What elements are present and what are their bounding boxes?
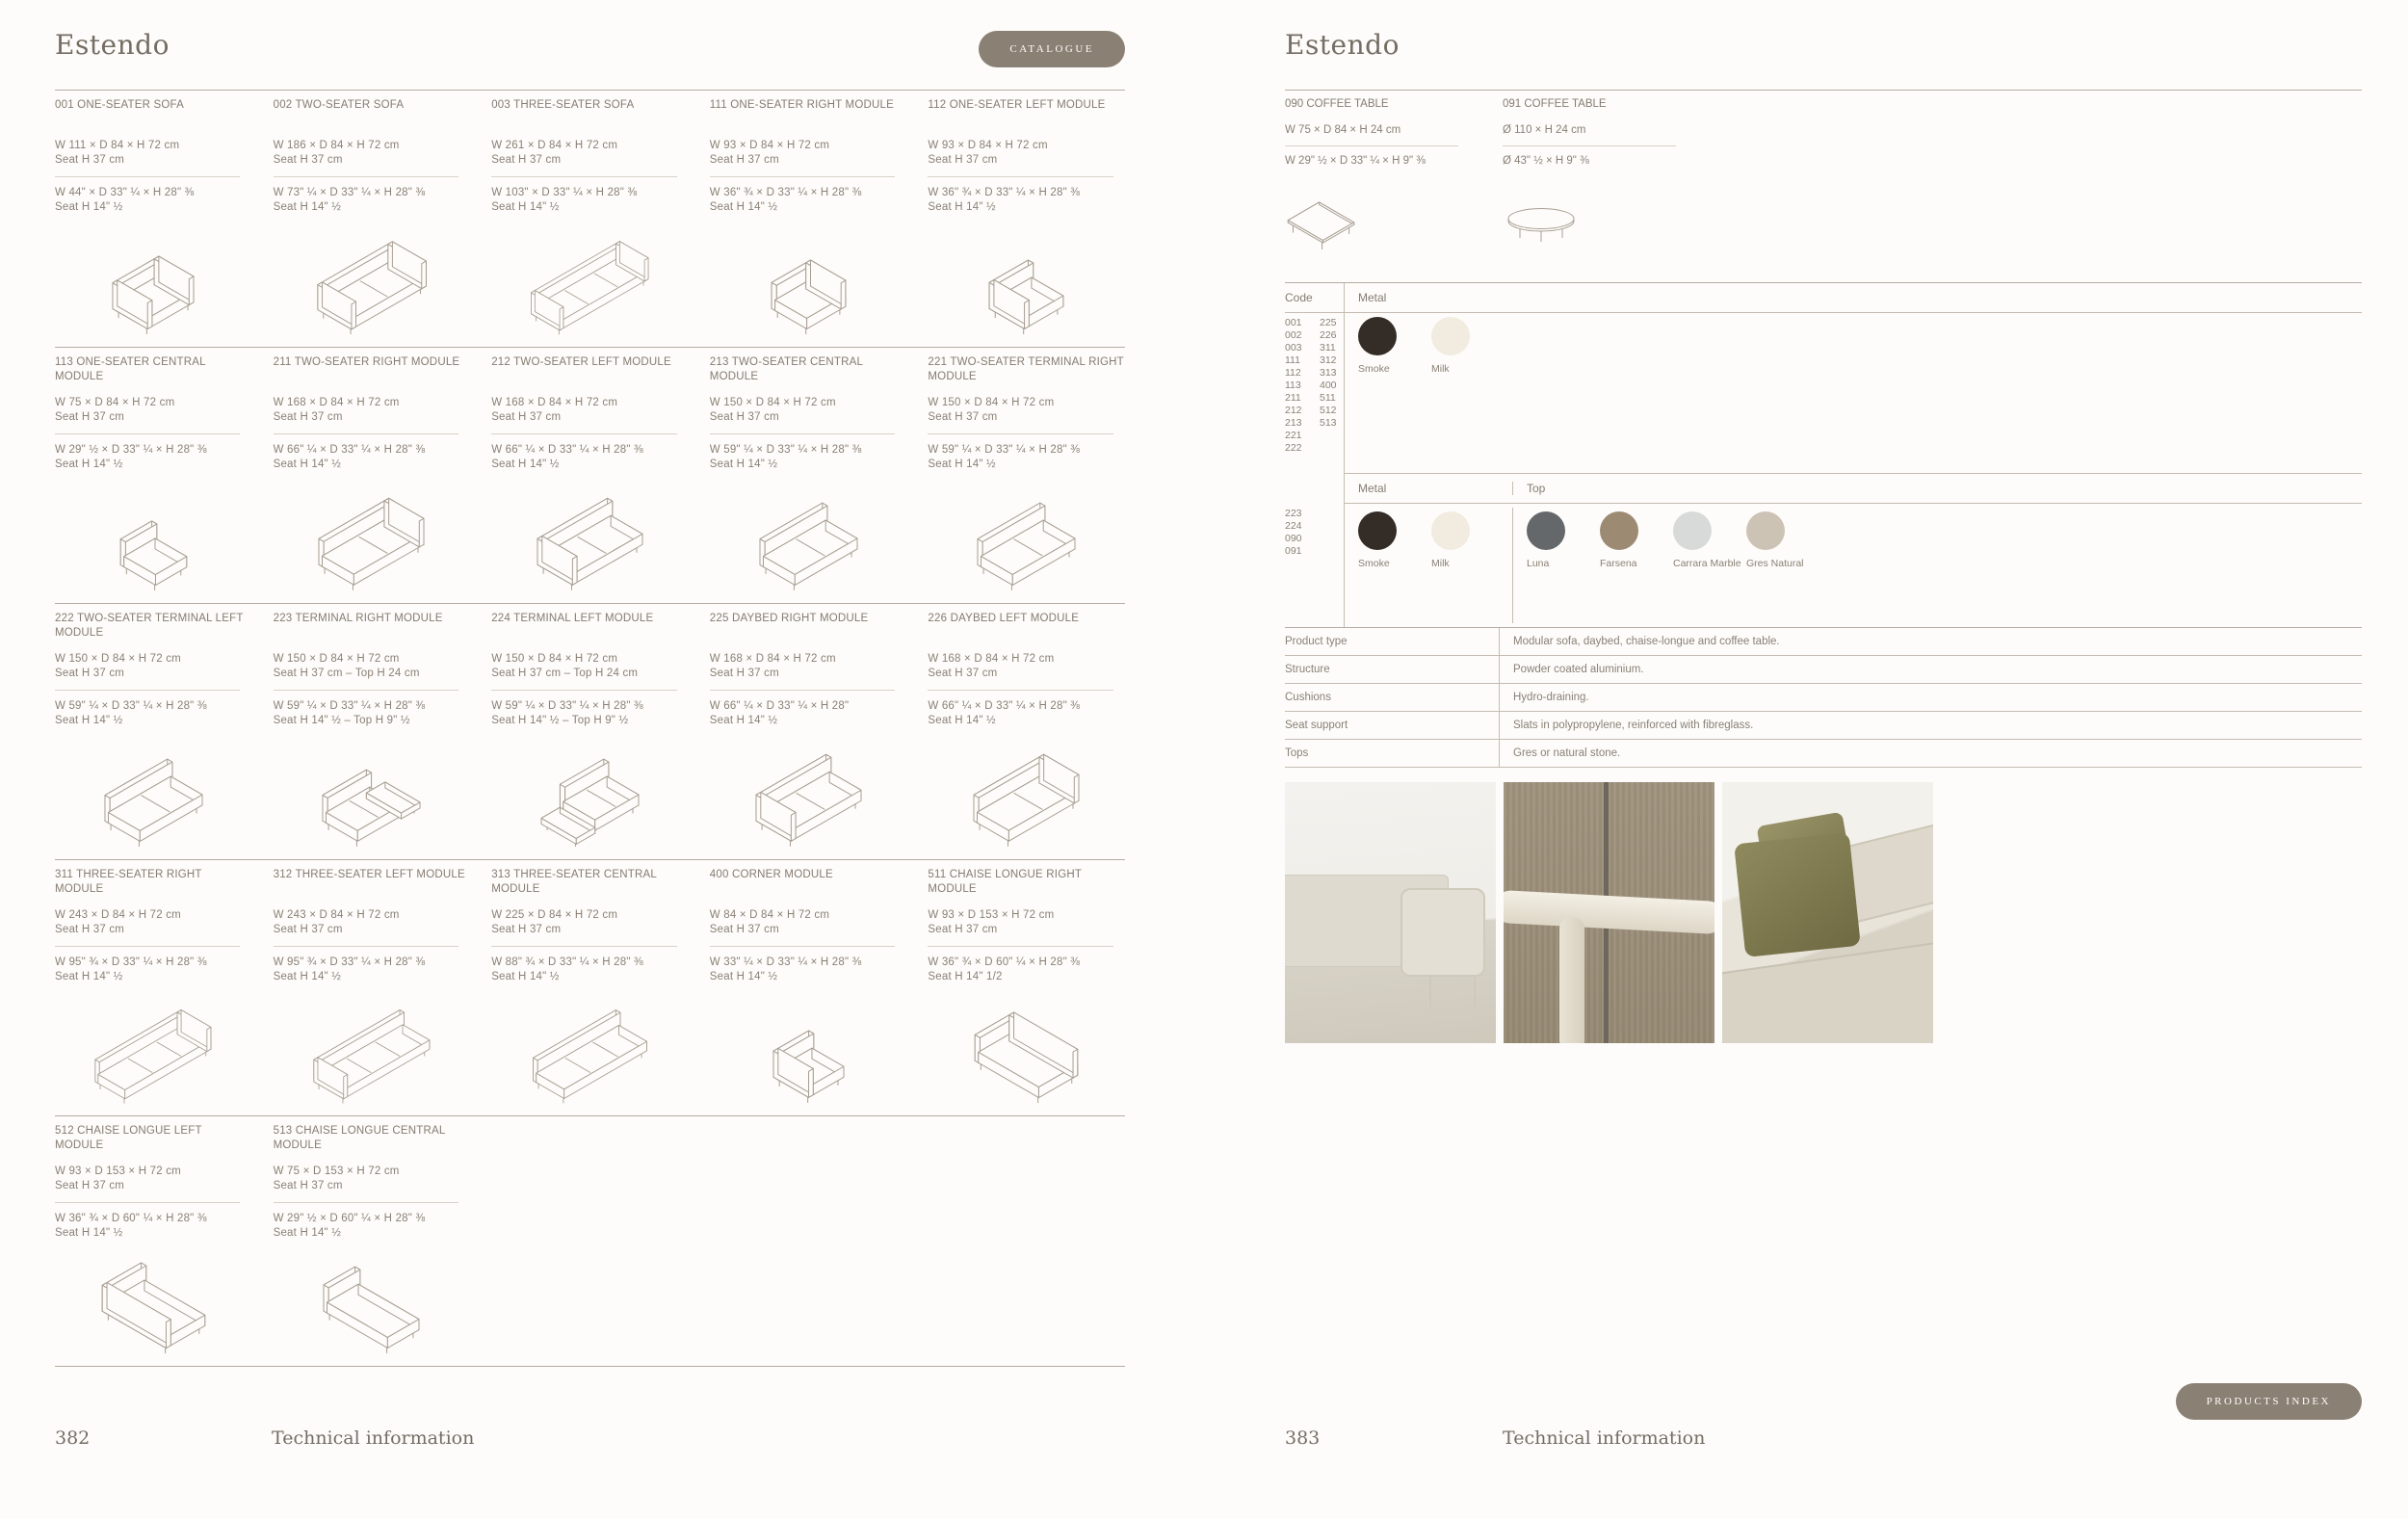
dims-divider bbox=[274, 690, 458, 691]
module-drawing bbox=[491, 984, 689, 1115]
code: 111 bbox=[1285, 354, 1300, 366]
code-header: Code bbox=[1285, 283, 1345, 312]
swatch-color-dot bbox=[1673, 511, 1712, 550]
module-dims-inches: W 33" ¼ × D 33" ¼ × H 28" ⅜ Seat H 14" ½ bbox=[709, 956, 862, 982]
dims-divider bbox=[55, 433, 240, 434]
module-drawing bbox=[55, 215, 252, 347]
code-row bbox=[1285, 367, 1342, 380]
module-dims-inches: W 29" ½ × D 60" ¼ × H 28" ⅜ Seat H 14" ½ bbox=[273, 1213, 426, 1239]
module-drawing bbox=[274, 984, 471, 1115]
photo-cushion-detail bbox=[1722, 782, 1933, 1043]
spec-row bbox=[1285, 712, 2362, 740]
module-dims-cm: W 93 × D 84 × H 72 cm Seat H 37 cm bbox=[928, 140, 1048, 166]
module-dims-inches: W 66" ¼ × D 33" ¼ × H 28" ⅜ Seat H 14" ½ bbox=[928, 700, 1081, 726]
module-title: 212 TWO-SEATER LEFT MODULE bbox=[491, 356, 671, 368]
swatch-milk bbox=[1431, 511, 1505, 623]
table-round-sketch bbox=[1503, 204, 1580, 247]
module-drawing bbox=[928, 472, 1125, 603]
module-dims-inches: W 59" ¼ × D 33" ¼ × H 28" ⅜ Seat H 14" ½ – Top H 9" ½ bbox=[273, 700, 426, 726]
spec-label: Cushions bbox=[1285, 692, 1331, 703]
dims-divider bbox=[1285, 145, 1458, 146]
module-dims-cm: W 168 × D 84 × H 72 cm Seat H 37 cm bbox=[491, 397, 618, 423]
module-title: 002 TWO-SEATER SOFA bbox=[273, 99, 405, 111]
module-sketch bbox=[110, 253, 196, 337]
dims-divider bbox=[491, 946, 676, 947]
dims-divider bbox=[710, 690, 895, 691]
code-row bbox=[1285, 317, 1342, 329]
module-title: 001 ONE-SEATER SOFA bbox=[55, 99, 184, 111]
code-row bbox=[1285, 392, 1342, 405]
module-cell-002 bbox=[274, 98, 471, 347]
code: 003 bbox=[1285, 342, 1302, 354]
dims-divider bbox=[710, 946, 895, 947]
coffee-dims-inches: Ø 43" ½ × H 9" ⅜ bbox=[1503, 155, 1589, 167]
module-drawing bbox=[928, 215, 1125, 347]
module-dims-cm: W 150 × D 84 × H 72 cm Seat H 37 cm – Top H 24 cm bbox=[273, 653, 420, 679]
spec-row bbox=[1285, 740, 2362, 768]
page-title: Estendo bbox=[55, 29, 170, 61]
module-dims-inches: W 36" ¾ × D 33" ¼ × H 28" ⅜ Seat H 14" ½ bbox=[709, 187, 862, 213]
module-sketch bbox=[538, 756, 641, 850]
module-drawing bbox=[55, 728, 252, 859]
code: 223 bbox=[1285, 508, 1302, 519]
swatch-color-dot bbox=[1600, 511, 1638, 550]
code-row bbox=[1285, 520, 1342, 533]
dims-divider bbox=[928, 433, 1112, 434]
code: 113 bbox=[1285, 380, 1301, 391]
module-title: 400 CORNER MODULE bbox=[709, 869, 833, 880]
module-cell-001 bbox=[55, 98, 252, 347]
metal-header: Metal bbox=[1358, 291, 1387, 304]
spec-value: Modular sofa, daybed, chaise-longue and coffee table. bbox=[1499, 628, 2362, 655]
module-dims-cm: W 243 × D 84 × H 72 cm Seat H 37 cm bbox=[55, 909, 181, 935]
code: 213 bbox=[1285, 417, 1302, 429]
spec-value: Hydro-draining. bbox=[1499, 684, 2362, 711]
metal-header-2: Metal bbox=[1358, 482, 1387, 495]
dims-divider bbox=[274, 176, 458, 177]
module-sketch bbox=[972, 1009, 1081, 1106]
spec-row bbox=[1285, 684, 2362, 712]
module-dims-cm: W 93 × D 84 × H 72 cm Seat H 37 cm bbox=[709, 140, 830, 166]
top-swatches-tables bbox=[1512, 508, 2362, 623]
module-drawing bbox=[55, 1241, 252, 1366]
swatch-label: Farsena bbox=[1600, 558, 1637, 569]
module-dims-inches: W 66" ¼ × D 33" ¼ × H 28" ⅜ Seat H 14" ½ bbox=[273, 444, 426, 470]
module-sketch bbox=[1285, 199, 1357, 252]
products-index-button[interactable]: PRODUCTS INDEX bbox=[2176, 1383, 2362, 1420]
spec-label: Product type bbox=[1285, 636, 1348, 647]
dims-divider bbox=[55, 946, 240, 947]
module-sketch bbox=[986, 257, 1066, 337]
module-title: 221 TWO-SEATER TERMINAL RIGHT MODULE bbox=[928, 356, 1124, 382]
swatch-smoke bbox=[1358, 317, 1431, 469]
code-list-tables bbox=[1285, 504, 1345, 627]
dims-divider bbox=[1503, 145, 1676, 146]
dims-divider bbox=[928, 690, 1112, 691]
dims-divider bbox=[55, 690, 240, 691]
module-row bbox=[55, 603, 1125, 859]
code-row bbox=[1285, 329, 1342, 342]
spec-row bbox=[1285, 656, 2362, 684]
module-drawing bbox=[710, 728, 907, 859]
code-row bbox=[1285, 354, 1342, 367]
module-sketch bbox=[311, 1008, 432, 1106]
code-row bbox=[1285, 380, 1342, 392]
module-cell-226 bbox=[928, 612, 1125, 859]
module-drawing bbox=[274, 1241, 471, 1366]
module-cell-512 bbox=[55, 1124, 252, 1366]
code: 313 bbox=[1320, 367, 1337, 379]
catalogue-button[interactable]: CATALOGUE bbox=[979, 31, 1125, 67]
code: 002 bbox=[1285, 329, 1302, 341]
page-number: 382 bbox=[55, 1427, 91, 1449]
swatch-label: Milk bbox=[1431, 558, 1450, 569]
module-cell-224 bbox=[491, 612, 689, 859]
module-title: 111 ONE-SEATER RIGHT MODULE bbox=[709, 99, 894, 111]
module-drawing bbox=[710, 215, 907, 347]
coffee-drawing bbox=[1503, 169, 1720, 282]
module-sketch bbox=[975, 500, 1078, 593]
spec-label: Tops bbox=[1285, 747, 1309, 759]
module-drawing bbox=[710, 984, 907, 1115]
right-footer bbox=[1285, 1396, 2362, 1449]
module-cell-empty bbox=[491, 1124, 689, 1366]
swatch-label: Smoke bbox=[1358, 558, 1390, 569]
module-title: 513 CHAISE LONGUE CENTRAL MODULE bbox=[273, 1125, 445, 1151]
spec-label: Structure bbox=[1285, 664, 1330, 675]
module-title: 313 THREE-SEATER CENTRAL MODULE bbox=[491, 869, 657, 895]
module-title: 003 THREE-SEATER SOFA bbox=[491, 99, 635, 111]
page-number: 383 bbox=[1285, 1427, 1321, 1449]
code-row bbox=[1285, 442, 1342, 455]
spec-value: Gres or natural stone. bbox=[1499, 740, 2362, 767]
code: 226 bbox=[1320, 329, 1337, 341]
swatch-luna bbox=[1527, 511, 1600, 623]
code bbox=[1320, 430, 1341, 442]
module-dims-inches: W 66" ¼ × D 33" ¼ × H 28" Seat H 14" ½ bbox=[709, 700, 850, 726]
dims-divider bbox=[491, 433, 676, 434]
dims-divider bbox=[710, 433, 895, 434]
footer-label: Technical information bbox=[272, 1427, 475, 1449]
module-drawing bbox=[274, 472, 471, 603]
code: 091 bbox=[1285, 545, 1302, 557]
product-photos bbox=[1285, 782, 2362, 1043]
module-cell-312 bbox=[274, 868, 471, 1115]
module-sketch bbox=[529, 239, 650, 337]
module-sketch bbox=[92, 1008, 214, 1106]
coffee-tables bbox=[1285, 97, 2362, 282]
spec-label: Seat support bbox=[1285, 720, 1348, 731]
module-title: 113 ONE-SEATER CENTRAL MODULE bbox=[55, 356, 206, 382]
code-row bbox=[1285, 342, 1342, 354]
module-title: 222 TWO-SEATER TERMINAL LEFT MODULE bbox=[55, 613, 244, 639]
module-sketch bbox=[757, 500, 860, 593]
swatch-label: Milk bbox=[1431, 363, 1450, 375]
module-title: 311 THREE-SEATER RIGHT MODULE bbox=[55, 869, 202, 895]
module-drawing bbox=[491, 728, 689, 859]
module-dims-cm: W 84 × D 84 × H 72 cm Seat H 37 cm bbox=[709, 909, 830, 935]
module-dims-cm: W 168 × D 84 × H 72 cm Seat H 37 cm bbox=[273, 397, 400, 423]
module-dims-cm: W 75 × D 84 × H 72 cm Seat H 37 cm bbox=[55, 397, 175, 423]
code: 513 bbox=[1320, 417, 1337, 429]
coffee-dims-cm: Ø 110 × H 24 cm bbox=[1503, 124, 1586, 136]
module-row bbox=[55, 347, 1125, 603]
code-row bbox=[1285, 508, 1342, 520]
module-sketch bbox=[320, 767, 423, 850]
module-dims-cm: W 150 × D 84 × H 72 cm Seat H 37 cm bbox=[928, 397, 1055, 423]
module-dims-inches: W 66" ¼ × D 33" ¼ × H 28" ⅜ Seat H 14" ½ bbox=[491, 444, 643, 470]
footer-label: Technical information bbox=[1503, 1427, 1706, 1449]
code: 311 bbox=[1320, 342, 1336, 354]
module-cell-400 bbox=[710, 868, 907, 1115]
module-sketch bbox=[531, 1008, 649, 1106]
module-row bbox=[55, 859, 1125, 1115]
page-left bbox=[55, 29, 1125, 1490]
spec-value: Slats in polypropylene, reinforced with fibreglass. bbox=[1499, 712, 2362, 739]
cushion-shape bbox=[1734, 832, 1861, 957]
code-row bbox=[1285, 545, 1342, 558]
dims-divider bbox=[928, 176, 1112, 177]
dims-divider bbox=[928, 946, 1112, 947]
module-title: 312 THREE-SEATER LEFT MODULE bbox=[273, 869, 465, 880]
swatch-color-dot bbox=[1746, 511, 1785, 550]
code: 211 bbox=[1285, 392, 1301, 404]
module-cell-empty bbox=[928, 1124, 1125, 1366]
dims-divider bbox=[274, 1202, 458, 1203]
module-drawing bbox=[928, 728, 1125, 859]
code-row bbox=[1285, 417, 1342, 430]
module-sketch bbox=[771, 1028, 847, 1106]
module-cell-511 bbox=[928, 868, 1125, 1115]
swatch-milk bbox=[1431, 317, 1505, 469]
module-dims-inches: W 59" ¼ × D 33" ¼ × H 28" ⅜ Seat H 14" ½ bbox=[709, 444, 862, 470]
module-sketch bbox=[971, 751, 1082, 850]
module-title: 512 CHAISE LONGUE LEFT MODULE bbox=[55, 1125, 202, 1151]
module-sketch bbox=[316, 495, 427, 593]
top-header: Top bbox=[1512, 482, 2362, 495]
dims-divider bbox=[55, 1202, 240, 1203]
module-drawing bbox=[55, 984, 252, 1115]
dims-divider bbox=[55, 176, 240, 177]
swatch-label: Smoke bbox=[1358, 363, 1390, 375]
module-drawing bbox=[928, 984, 1125, 1115]
module-title: 223 TERMINAL RIGHT MODULE bbox=[273, 613, 443, 624]
modules-grid bbox=[55, 91, 1125, 1367]
photo-frame-detail bbox=[1504, 782, 1714, 1043]
module-sketch bbox=[102, 756, 205, 850]
swatch-color-dot bbox=[1431, 317, 1470, 355]
module-cell-311 bbox=[55, 868, 252, 1115]
module-sketch bbox=[315, 239, 429, 337]
code-list-sofas bbox=[1285, 313, 1345, 473]
spec-row bbox=[1285, 628, 2362, 656]
code-row bbox=[1285, 430, 1342, 442]
module-cell-112 bbox=[928, 98, 1125, 347]
left-footer bbox=[55, 1427, 1125, 1449]
module-drawing bbox=[491, 472, 689, 603]
module-dims-inches: W 59" ¼ × D 33" ¼ × H 28" ⅜ Seat H 14" ½ bbox=[55, 700, 207, 726]
module-dims-inches: W 59" ¼ × D 33" ¼ × H 28" ⅜ Seat H 14" ½ bbox=[928, 444, 1081, 470]
module-drawing bbox=[710, 472, 907, 603]
module-drawing bbox=[491, 215, 689, 347]
module-row bbox=[55, 91, 1125, 347]
finishes-body-sofas bbox=[1285, 313, 2362, 473]
module-title: 226 DAYBED LEFT MODULE bbox=[928, 613, 1080, 624]
code: 212 bbox=[1285, 405, 1302, 416]
module-dims-inches: W 95" ¾ × D 33" ¼ × H 28" ⅜ Seat H 14" ½ bbox=[55, 956, 207, 982]
module-drawing bbox=[274, 728, 471, 859]
module-dims-cm: W 243 × D 84 × H 72 cm Seat H 37 cm bbox=[273, 909, 400, 935]
code-row bbox=[1285, 405, 1342, 417]
module-dims-cm: W 168 × D 84 × H 72 cm Seat H 37 cm bbox=[709, 653, 836, 679]
module-sketch bbox=[99, 1260, 208, 1356]
module-cell-003 bbox=[491, 98, 689, 347]
module-cell-111 bbox=[710, 98, 907, 347]
metal-swatches-sofas bbox=[1345, 313, 2362, 473]
code: 001 bbox=[1285, 317, 1302, 328]
module-title: 224 TERMINAL LEFT MODULE bbox=[491, 613, 654, 624]
coffee-dims-cm: W 75 × D 84 × H 24 cm bbox=[1285, 124, 1401, 136]
dims-divider bbox=[710, 176, 895, 177]
dims-divider bbox=[274, 433, 458, 434]
module-dims-inches: W 103" × D 33" ¼ × H 28" ⅜ Seat H 14" ½ bbox=[491, 187, 638, 213]
module-dims-inches: W 59" ¼ × D 33" ¼ × H 28" ⅜ Seat H 14" ½ – Top H 9" ½ bbox=[491, 700, 643, 726]
left-page-header bbox=[55, 29, 1125, 91]
swatch-smoke bbox=[1358, 511, 1431, 623]
metal-swatches-tables bbox=[1358, 508, 1512, 623]
module-cell-313 bbox=[491, 868, 689, 1115]
frame-post-shape bbox=[1559, 917, 1584, 1043]
code: 222 bbox=[1285, 442, 1302, 454]
module-dims-cm: W 93 × D 153 × H 72 cm Seat H 37 cm bbox=[928, 909, 1055, 935]
spec-table bbox=[1285, 628, 2362, 768]
swatch-label: Luna bbox=[1527, 558, 1550, 569]
spec-value: Powder coated aluminium. bbox=[1499, 656, 2362, 683]
module-cell-513 bbox=[274, 1124, 471, 1366]
module-dims-cm: W 111 × D 84 × H 72 cm Seat H 37 cm bbox=[55, 140, 180, 166]
module-cell-223 bbox=[274, 612, 471, 859]
photo-sofa-overview bbox=[1285, 782, 1496, 1043]
module-dims-inches: W 36" ¾ × D 60" ¼ × H 28" ⅜ Seat H 14" ½ bbox=[55, 1213, 207, 1239]
module-dims-inches: W 36" ¾ × D 33" ¼ × H 28" ⅜ Seat H 14" ½ bbox=[928, 187, 1081, 213]
module-dims-cm: W 150 × D 84 × H 72 cm Seat H 37 cm bbox=[55, 653, 181, 679]
swatch-label: Carrara Marble bbox=[1673, 558, 1741, 569]
code: 224 bbox=[1285, 520, 1302, 532]
coffee-cell-091 bbox=[1503, 97, 1720, 282]
sofa-arm-shape bbox=[1400, 888, 1485, 977]
sofa-leg-shape bbox=[1429, 975, 1431, 1008]
swatch-label: Gres Natural bbox=[1746, 558, 1804, 569]
module-cell-225 bbox=[710, 612, 907, 859]
code: 225 bbox=[1320, 317, 1337, 328]
module-dims-cm: W 75 × D 153 × H 72 cm Seat H 37 cm bbox=[273, 1165, 400, 1192]
code: 090 bbox=[1285, 533, 1302, 544]
module-cell-222 bbox=[55, 612, 252, 859]
code bbox=[1320, 442, 1341, 455]
module-title: 511 CHAISE LONGUE RIGHT MODULE bbox=[928, 869, 1082, 895]
module-dims-inches: W 36" ¾ × D 60" ¼ × H 28" ⅜ Seat H 14" 1/2 bbox=[928, 956, 1081, 982]
module-sketch bbox=[535, 495, 645, 593]
dims-divider bbox=[491, 690, 676, 691]
page-title: Estendo bbox=[1285, 29, 1400, 61]
module-title: 213 TWO-SEATER CENTRAL MODULE bbox=[709, 356, 863, 382]
swatch-gres-natural bbox=[1746, 511, 1819, 623]
module-row bbox=[55, 1115, 1125, 1366]
swatch-color-dot bbox=[1358, 511, 1397, 550]
module-dims-cm: W 150 × D 84 × H 72 cm Seat H 37 cm – Top H 24 cm bbox=[491, 653, 639, 679]
module-sketch bbox=[769, 257, 849, 337]
module-cell-221 bbox=[928, 355, 1125, 603]
dims-divider bbox=[274, 946, 458, 947]
module-title: 211 TWO-SEATER RIGHT MODULE bbox=[273, 356, 460, 368]
swatch-carrara-marble bbox=[1673, 511, 1746, 623]
module-dims-cm: W 186 × D 84 × H 72 cm Seat H 37 cm bbox=[273, 140, 400, 166]
finishes-header-row bbox=[1285, 283, 2362, 313]
module-drawing bbox=[55, 472, 252, 603]
code: 511 bbox=[1320, 392, 1336, 404]
module-dims-cm: W 150 × D 84 × H 72 cm Seat H 37 cm bbox=[709, 397, 836, 423]
module-dims-cm: W 225 × D 84 × H 72 cm Seat H 37 cm bbox=[491, 909, 618, 935]
module-dims-cm: W 168 × D 84 × H 72 cm Seat H 37 cm bbox=[928, 653, 1055, 679]
module-drawing bbox=[274, 215, 471, 347]
coffee-drawing bbox=[1285, 169, 1503, 282]
module-sketch bbox=[321, 1264, 422, 1356]
module-dims-inches: W 88" ¾ × D 33" ¼ × H 28" ⅜ Seat H 14" ½ bbox=[491, 956, 643, 982]
finishes-body-tables bbox=[1285, 504, 2362, 627]
coffee-title: 091 COFFEE TABLE bbox=[1503, 98, 1607, 110]
page-right bbox=[1285, 29, 2362, 1490]
module-sketch bbox=[753, 751, 864, 850]
code: 400 bbox=[1320, 380, 1337, 391]
dims-divider bbox=[491, 176, 676, 177]
module-dims-inches: W 73" ¼ × D 33" ¼ × H 28" ⅜ Seat H 14" ½ bbox=[273, 187, 426, 213]
module-dims-inches: W 29" ½ × D 33" ¼ × H 28" ⅜ Seat H 14" ½ bbox=[55, 444, 207, 470]
coffee-title: 090 COFFEE TABLE bbox=[1285, 98, 1389, 110]
module-cell-211 bbox=[274, 355, 471, 603]
module-cell-empty bbox=[710, 1124, 907, 1366]
finishes-table bbox=[1285, 282, 2362, 628]
module-title: 225 DAYBED RIGHT MODULE bbox=[709, 613, 869, 624]
module-cell-212 bbox=[491, 355, 689, 603]
module-dims-cm: W 93 × D 153 × H 72 cm Seat H 37 cm bbox=[55, 1165, 181, 1192]
coffee-dims-inches: W 29" ½ × D 33" ¼ × H 9" ⅜ bbox=[1285, 155, 1426, 167]
code-row bbox=[1285, 533, 1342, 545]
module-dims-inches: W 44" × D 33" ¼ × H 28" ⅜ Seat H 14" ½ bbox=[55, 187, 195, 213]
right-page-header bbox=[1285, 29, 2362, 91]
module-sketch bbox=[118, 518, 190, 593]
coffee-cell-090 bbox=[1285, 97, 1503, 282]
module-cell-113 bbox=[55, 355, 252, 603]
swatch-color-dot bbox=[1358, 317, 1397, 355]
code: 112 bbox=[1285, 367, 1301, 379]
module-dims-inches: W 95" ¾ × D 33" ¼ × H 28" ⅜ Seat H 14" ½ bbox=[273, 956, 426, 982]
module-cell-213 bbox=[710, 355, 907, 603]
code: 221 bbox=[1285, 430, 1302, 441]
swatch-color-dot bbox=[1431, 511, 1470, 550]
code: 312 bbox=[1320, 354, 1337, 366]
sofa-leg-shape bbox=[1474, 975, 1476, 1008]
swatch-farsena bbox=[1600, 511, 1673, 623]
swatch-color-dot bbox=[1527, 511, 1565, 550]
finishes-header-row-2 bbox=[1285, 473, 2362, 504]
frame-rail-shape bbox=[1504, 890, 1714, 934]
module-dims-cm: W 261 × D 84 × H 72 cm Seat H 37 cm bbox=[491, 140, 618, 166]
code: 512 bbox=[1320, 405, 1337, 416]
module-title: 112 ONE-SEATER LEFT MODULE bbox=[928, 99, 1106, 111]
